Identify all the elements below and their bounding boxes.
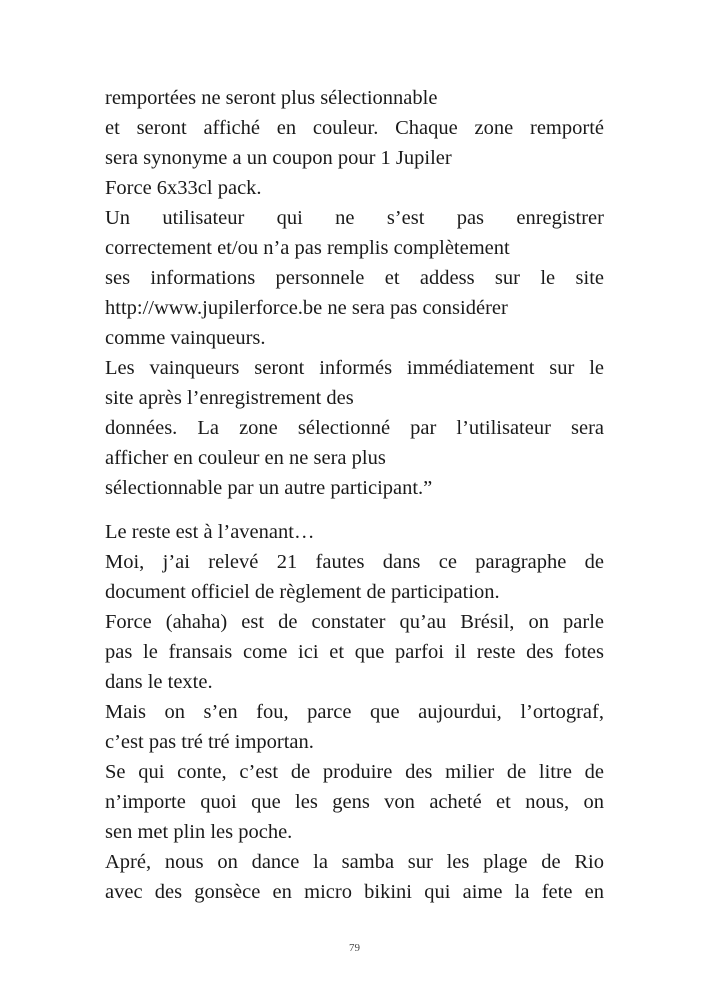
- text-line: Mais on s’en fou, parce que aujourdui, l’ortograf,: [105, 701, 604, 723]
- text-line: document officiel de règlement de participation.: [105, 581, 500, 603]
- text-line: dans le texte.: [105, 671, 213, 693]
- text-line: Se qui conte, c’est de produire des milier de litre de: [105, 761, 604, 783]
- text-line: Force 6x33cl pack.: [105, 177, 262, 199]
- page-number: 79: [349, 942, 360, 954]
- text-line: avec des gonsèce en micro bikini qui aime la fete en: [105, 881, 604, 903]
- text-line: sera synonyme a un coupon pour 1 Jupiler: [105, 147, 452, 169]
- text-line: ses informations personnele et addess sur le site: [105, 267, 604, 289]
- commentary-paragraphs: [105, 517, 604, 907]
- text-line: site après l’enregistrement des: [105, 387, 354, 409]
- text-line: Un utilisateur qui ne s’est pas enregistrer: [105, 207, 604, 229]
- text-line: Moi, j’ai relevé 21 fautes dans ce paragraphe de: [105, 551, 604, 573]
- text-line: Les vainqueurs seront informés immédiatement sur le: [105, 357, 604, 379]
- text-line: pas le fransais come ici et que parfoi il reste des fotes: [105, 641, 604, 663]
- text-line: n’importe quoi que les gens von acheté et nous, on: [105, 791, 604, 813]
- text-line: Le reste est à l’avenant…: [105, 521, 315, 543]
- quoted-rules-paragraph: [105, 83, 604, 503]
- text-line: afficher en couleur en ne sera plus: [105, 447, 386, 469]
- text-line: sen met plin les poche.: [105, 821, 293, 843]
- text-line: et seront affiché en couleur. Chaque zone remporté: [105, 117, 604, 139]
- text-line: données. La zone sélectionné par l’utilisateur sera: [105, 417, 604, 439]
- text-line: correctement et/ou n’a pas remplis complètement: [105, 237, 510, 259]
- text-line: c’est pas tré tré importan.: [105, 731, 314, 753]
- text-line: comme vainqueurs.: [105, 327, 266, 349]
- text-line: Force (ahaha) est de constater qu’au Brésil, on parle: [105, 611, 604, 633]
- text-line: http://www.jupilerforce.be ne sera pas considérer: [105, 297, 508, 319]
- text-line: Apré, nous on dance la samba sur les plage de Rio: [105, 851, 604, 873]
- text-line: sélectionnable par un autre participant.”: [105, 477, 433, 499]
- text-line: remportées ne seront plus sélectionnable: [105, 87, 438, 109]
